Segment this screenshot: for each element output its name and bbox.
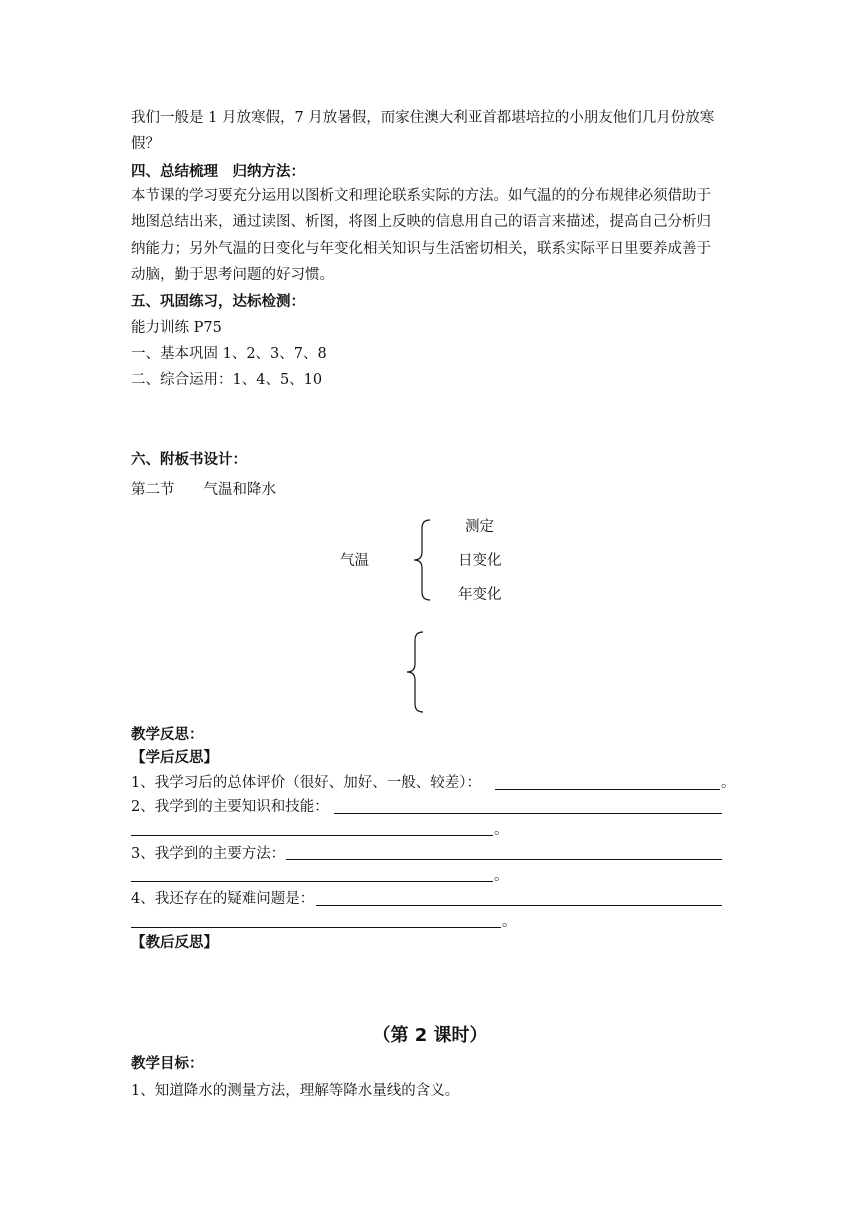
objectives-heading: 教学目标：	[131, 1056, 204, 1072]
diagram-brace-upper	[410, 518, 434, 602]
section-4-heading: 四、总结梳理 归纳方法：	[131, 164, 305, 180]
diagram-root-label: 气温	[340, 553, 369, 569]
answer-blank-2a[interactable]	[334, 813, 722, 814]
diagram-branch-annual: 年变化	[458, 587, 502, 603]
period-2: 。	[494, 822, 509, 838]
section-6-heading: 六、附板书设计：	[131, 452, 247, 468]
intro-line-1: 我们一般是 1 月放寒假，7 月放暑假，而家住澳大利亚首都堪培拉的小朋友他们几月份放寒	[131, 110, 715, 126]
intro-line-2: 假？	[131, 136, 160, 152]
answer-blank-2b[interactable]	[131, 835, 493, 836]
section-5-line-1: 能力训练 P75	[131, 320, 222, 336]
answer-blank-4a[interactable]	[316, 905, 722, 906]
reflection-item-3: 3、我学到的主要方法：	[131, 846, 286, 862]
section-5-line-3: 二、综合运用：1、4、5、10	[131, 372, 323, 388]
answer-blank-3a[interactable]	[286, 859, 722, 860]
reflection-item-1: 1、我学习后的总体评价（很好、加好、一般、较差）：	[131, 775, 481, 791]
diagram-branch-measure: 测定	[465, 519, 494, 535]
diagram-branch-daily: 日变化	[458, 553, 502, 569]
section-4-line-3: 纳能力；另外气温的日变化与年变化相关知识与生活密切相关，联系实际平日里要养成善于	[131, 241, 711, 257]
section-4-line-4: 动脑，勤于思考问题的好习惯。	[131, 267, 334, 283]
after-teaching-heading: 【教后反思】	[131, 935, 218, 951]
after-study-heading: 【学后反思】	[131, 750, 218, 766]
section-5-heading: 五、巩固练习，达标检测：	[131, 294, 305, 310]
section-4-line-1: 本节课的学习要充分运用以图析文和理论联系实际的方法。如气温的的分布规律必须借助于	[131, 188, 711, 204]
period-3: 。	[494, 868, 509, 884]
period-4: 。	[502, 914, 517, 930]
answer-blank-1[interactable]	[495, 789, 720, 790]
reflection-item-4: 4、我还存在的疑难问题是：	[131, 891, 315, 907]
diagram-brace-lower	[403, 630, 427, 714]
objective-1: 1、知道降水的测量方法，理解等降水量线的含义。	[131, 1083, 460, 1099]
section-5-line-2: 一、基本巩固 1、2、3、7、8	[131, 346, 327, 362]
period-1: 。	[721, 775, 736, 791]
lesson-2-title: （第 2 课时）	[372, 1025, 488, 1046]
answer-blank-3b[interactable]	[131, 881, 493, 882]
answer-blank-4b[interactable]	[131, 927, 501, 928]
reflection-heading: 教学反思：	[131, 727, 204, 743]
board-subtitle: 第二节 气温和降水	[131, 482, 276, 498]
section-4-line-2: 地图总结出来，通过读图、析图，将图上反映的信息用自己的语言来描述，提高自己分析归	[131, 214, 711, 230]
reflection-item-2: 2、我学到的主要知识和技能：	[131, 799, 329, 815]
